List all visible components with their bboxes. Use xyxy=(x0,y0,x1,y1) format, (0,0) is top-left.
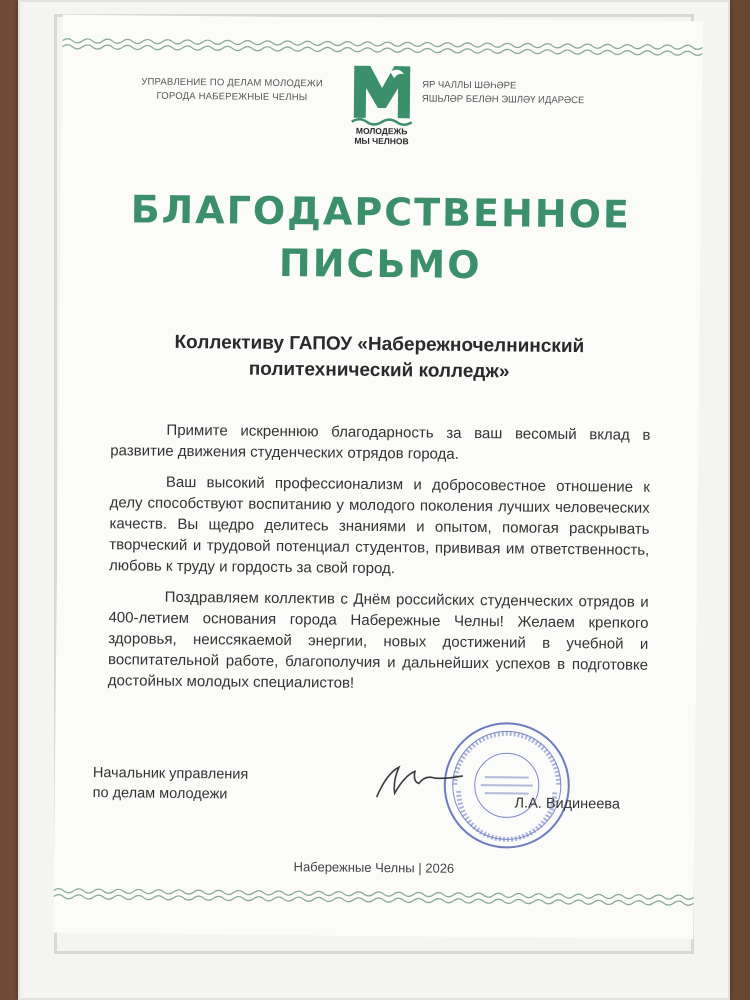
logo-line1: МОЛОДЕЖЬ xyxy=(355,125,408,137)
body-paragraph-2: Ваш высокий профессионализм и добросовестное отношение к делу способствуют воспитанию у молодого поколения лучших человеческих качеств. Вы щедро делитесь знаниями и опытом, помогая раскрывать творческий и трудовой потенциал студентов, прививая им ответственность, любовь к труду и гордость за свой город. xyxy=(108,473,650,578)
handwritten-signature xyxy=(372,753,533,815)
addressee xyxy=(99,329,660,387)
header-right-line2: ЯШЬЛӘР БЕЛӘН ЭШЛӘҮ ИДАРӘСЕ xyxy=(421,93,585,107)
letter-header xyxy=(61,55,702,172)
title-line2: ПИСЬМО xyxy=(278,240,482,288)
header-left-line2: ГОРОДА НАБЕРЕЖНЫЕ ЧЕЛНЫ xyxy=(156,90,308,104)
letter-title xyxy=(60,183,701,294)
header-right-text xyxy=(422,78,642,108)
header-right-line1: ЯР ЧАЛЛЫ ШӘҺӘРЕ xyxy=(422,79,517,92)
position-line2: по делам молодежи xyxy=(92,785,228,803)
logo-line2: МЫ ЧЕЛНОВ xyxy=(354,135,409,147)
title-line1: БЛАГОДАРСТВЕННОЕ xyxy=(130,187,632,237)
position-line1: Начальник управления xyxy=(92,765,249,783)
certificate-paper xyxy=(53,15,703,940)
body-paragraph-1: Примите искреннюю благодарность за ваш весомый вклад в развитие движения студенческих отрядов города. xyxy=(110,421,651,463)
signatory-name: Л.А. Видинеева xyxy=(514,795,621,813)
signatory-position xyxy=(93,763,333,806)
footer-place-year: Набережные Челны | 2026 xyxy=(293,859,455,876)
header-left-text xyxy=(112,75,352,106)
wave-border-bottom xyxy=(54,887,694,908)
letter-body xyxy=(108,419,651,707)
header-left-line1: УПРАВЛЕНИЕ ПО ДЕЛАМ МОЛОДЕЖИ xyxy=(141,76,324,90)
body-paragraph-3: Поздравляем коллектив с Днём российских студенческих отрядов и 400-летием основания города Набережные Челны! Желаем крепкого здоровья, неиссякаемой энергии, новых достижений в учебной и воспитательной работе, благополучия и дальнейших успехов в подготовке достойных молодых специалистов! xyxy=(107,588,649,692)
addressee-line1: Коллективу ГАПОУ «Набережночелнинский xyxy=(174,331,585,358)
logo-caption xyxy=(339,126,423,147)
addressee-line2: политехнический колледж» xyxy=(248,358,510,383)
wave-border-top xyxy=(62,37,702,58)
